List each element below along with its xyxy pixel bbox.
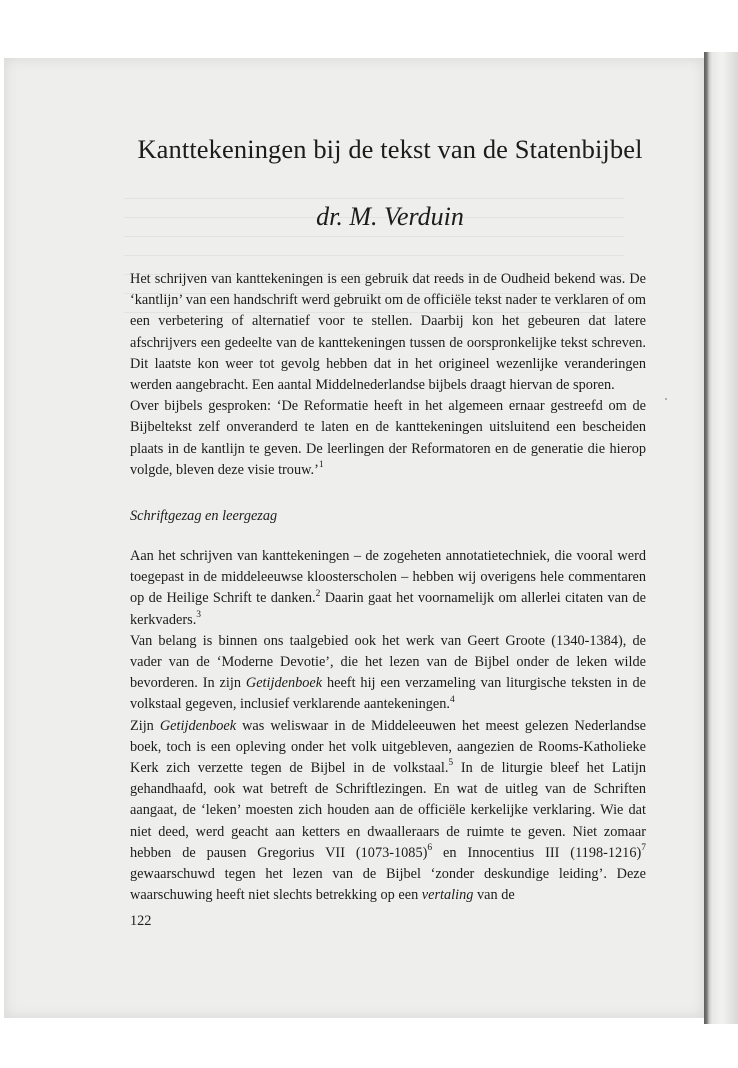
paragraph: Van belang is binnen ons taalgebied ook het werk van Geert Groote (1340-1384), de vader van de ‘Moderne Devotie’, die het lezen van de Bijbel onder de leken wilde bevorderen. In zijn Getijdenboek heeft hij een verzameling van liturgische teksten in de volkstaal gegeven, inclusief verklarende aantekeningen.$^4$ bbox=[130, 632, 647, 713]
footnote-ref[interactable]: 4 bbox=[449, 694, 455, 705]
section-text bbox=[130, 546, 646, 906]
footnote-ref[interactable]: 2 bbox=[315, 588, 321, 599]
paper-speck bbox=[665, 398, 667, 400]
article-author: dr. M. Verduin bbox=[316, 202, 464, 231]
article-title: Kanttekeningen bij de tekst van de Statenbijbel bbox=[137, 134, 643, 164]
paragraph: Aan het schrijven van kanttekeningen – de zogeheten annotatietechniek, die vooral werd toegepast in de middeleeuwse kloosterscholen – hebben wij overigens hele commentaren op de Heilige Schrift te danken.$^2$ Daarin gaat het voornamelijk om allerlei citaten van de kerkvaders.$^3$ bbox=[130, 548, 646, 628]
footnote-ref[interactable]: 5 bbox=[448, 758, 454, 769]
intro-text bbox=[130, 269, 646, 481]
footnote-ref[interactable]: 7 bbox=[641, 843, 646, 854]
paragraph: Zijn Getijdenboek was weliswaar in de Middeleeuwen het meest gelezen Nederlandse boek, toch is een opleving onder het volk uitgebleven, aangezien de Rooms-Katholieke Kerk zich verzette tegen de Bijbel in de volkstaal.$^5$ In de liturgie bleef het Latijn gehandhaafd, ook wat betreft de Schriftlezingen. En wat de uitleg van de Schriften aangaat, de ‘leken’ moesten zich houden aan de officiële kerkelijke verklaring. Wie dat niet deed, werd geacht aan ketters en dwaalleraars de ruimte te geven. Niet zomaar hebben de pausen Gregorius VII (1073-1085)$^6$ en Innocentius III (1198-1216)$^7$ gewaarschuwd tegen het lezen van de Bijbel ‘zonder deskundige leiding’. Deze waarschuwing heeft niet slechts betrekking op een vertaling van de bbox=[130, 717, 646, 904]
paragraph: Over bijbels gesproken: ‘De Reformatie heeft in het algemeen ernaar gestreefd om de Bijbeltekst zelf onveranderd te laten en de kanttekeningen uitsluitend een bescheiden plaats in de kantlijn te geven. De leerlingen der Reformatoren en de generatie die hierop volgde, bleven deze visie trouw.’$^1$ bbox=[130, 398, 646, 478]
footnote-ref[interactable]: 1 bbox=[318, 460, 324, 471]
footnote-ref[interactable]: 6 bbox=[427, 843, 433, 854]
book-edge bbox=[704, 52, 738, 1024]
footnote-ref[interactable]: 3 bbox=[196, 609, 202, 620]
page-number: 122 bbox=[130, 913, 152, 929]
section-heading: Schriftgezag en leergezag bbox=[130, 508, 278, 524]
paragraph: Het schrijven van kanttekeningen is een gebruik dat reeds in de Oudheid bekend was. De ‘kantlijn’ van een handschrift werd gebruikt om de officiële tekst nader te verklaren of om een verbetering of alternatief voor te stellen. Daarbij kon het gebeuren dat latere afschrijvers een gedeelte van de kanttekeningen tussen de oorspronkelijke tekst schreven. Dit laatste kon weer tot gevolg hebben dat in het origineel wezenlijke veranderingen werden aangebracht. Een aantal Middelnederlandse bijbels draagt hiervan de sporen. bbox=[130, 271, 646, 394]
